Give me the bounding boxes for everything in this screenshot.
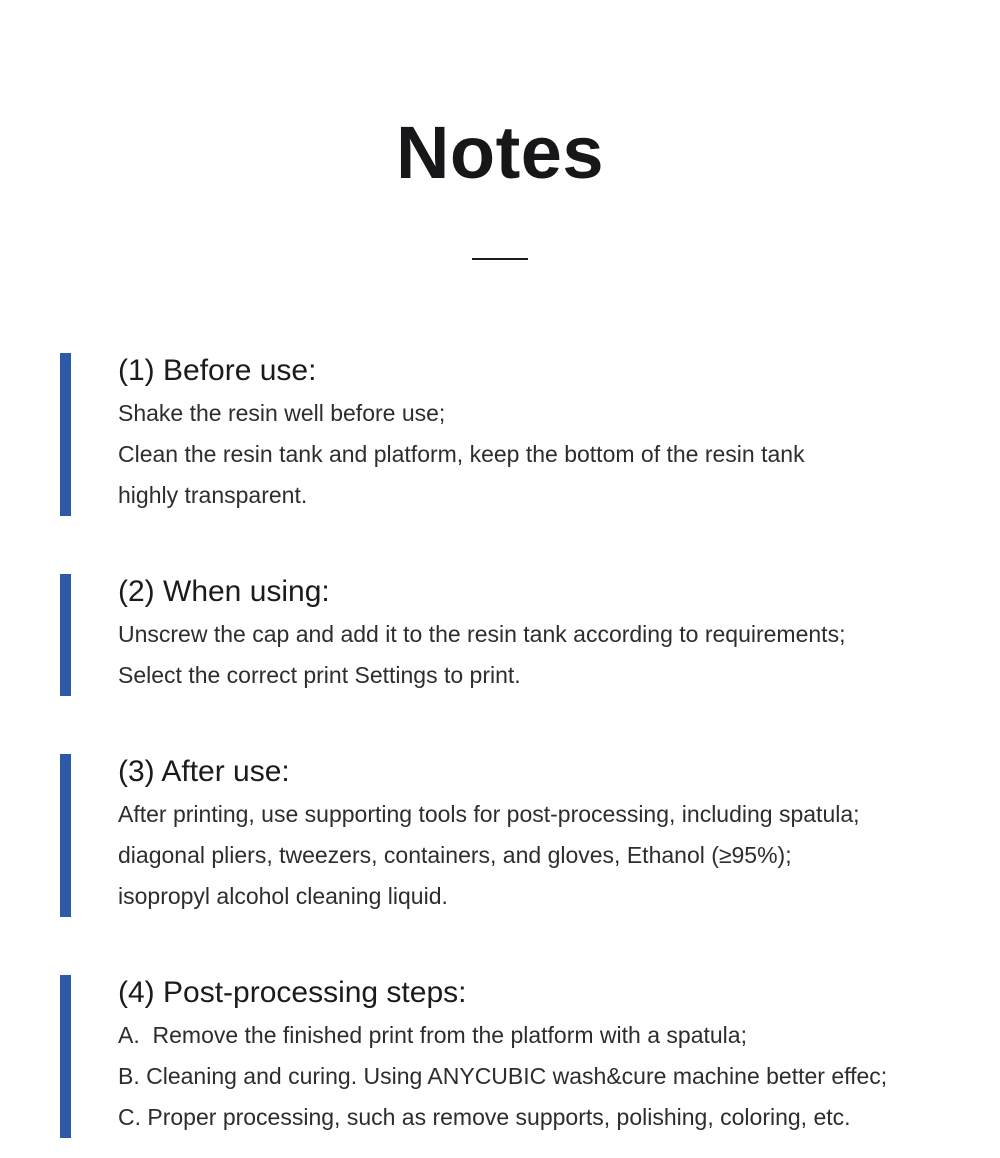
section-heading: (1) Before use: (118, 354, 317, 387)
section-text-line: C. Proper processing, such as remove supports, polishing, coloring, etc. (118, 1104, 851, 1130)
title-block (0, 0, 1000, 260)
section-text-line: isopropyl alcohol cleaning liquid. (118, 883, 448, 909)
section-accent-bar (60, 574, 71, 696)
section-text-line: Select the correct print Settings to print. (118, 662, 521, 688)
note-section-before-use (60, 353, 960, 516)
page-title: Notes (395, 111, 605, 194)
section-accent-bar (60, 754, 71, 917)
section-body (118, 574, 845, 696)
section-text-line: Clean the resin tank and platform, keep the bottom of the resin tank (118, 441, 805, 467)
section-text-line: highly transparent. (118, 482, 308, 508)
notes-content (0, 353, 1000, 1138)
section-text-line: diagonal pliers, tweezers, containers, and gloves, Ethanol (≥95%); (118, 842, 792, 868)
section-text-line: After printing, use supporting tools for post-processing, including spatula; (118, 801, 860, 827)
section-accent-bar (60, 975, 71, 1138)
section-body (118, 975, 887, 1138)
section-text-line: Unscrew the cap and add it to the resin tank according to requirements; (118, 621, 846, 647)
section-heading: (3) After use: (118, 755, 290, 788)
note-section-when-using (60, 574, 960, 696)
section-text-line: B. Cleaning and curing. Using ANYCUBIC wash&cure machine better effec; (118, 1063, 888, 1089)
note-section-post-processing (60, 975, 960, 1138)
section-body (118, 353, 805, 516)
section-accent-bar (60, 353, 71, 516)
section-body (118, 754, 860, 917)
section-text-line: Shake the resin well before use; (118, 400, 446, 426)
note-section-after-use (60, 754, 960, 917)
title-divider (472, 258, 528, 260)
section-heading: (4) Post-processing steps: (118, 976, 467, 1009)
section-text-line: A. Remove the finished print from the platform with a spatula; (118, 1022, 747, 1048)
section-heading: (2) When using: (118, 575, 330, 608)
